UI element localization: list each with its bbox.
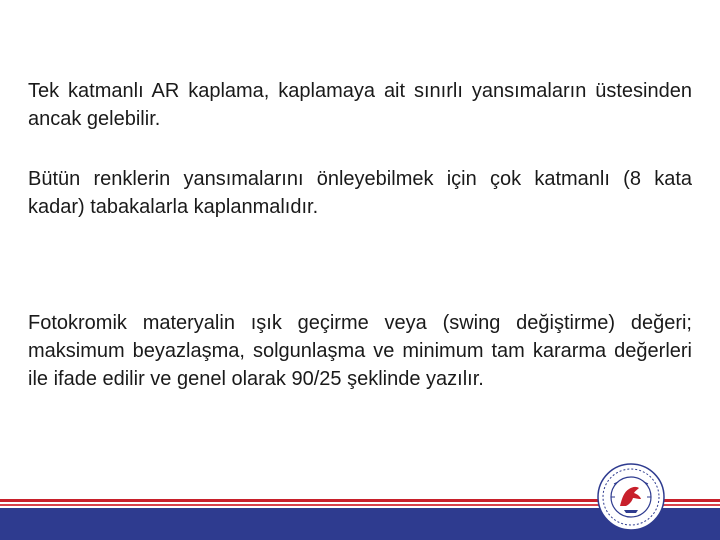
university-seal-icon <box>596 462 666 532</box>
paragraph-photochromic-swing: Fotokromik materyalin ışık geçirme veya (swing değiştirme) değeri; maksimum beyazlaşma, solgunlaşma ve minimum tam kararma değerleri ile ifade edilir ve genel olarak 90/25 şeklinde yazılır. <box>28 312 692 390</box>
paragraph-multi-layer-coating: Bütün renklerin yansımalarını önleyebilmek için çok katmanlı (8 kata kadar) tabakalarla kaplanmalıdır. <box>28 168 692 218</box>
paragraph-single-layer-ar: Tek katmanlı AR kaplama, kaplamaya ait sınırlı yansımaların üstesinden ancak gelebilir. <box>28 80 692 130</box>
